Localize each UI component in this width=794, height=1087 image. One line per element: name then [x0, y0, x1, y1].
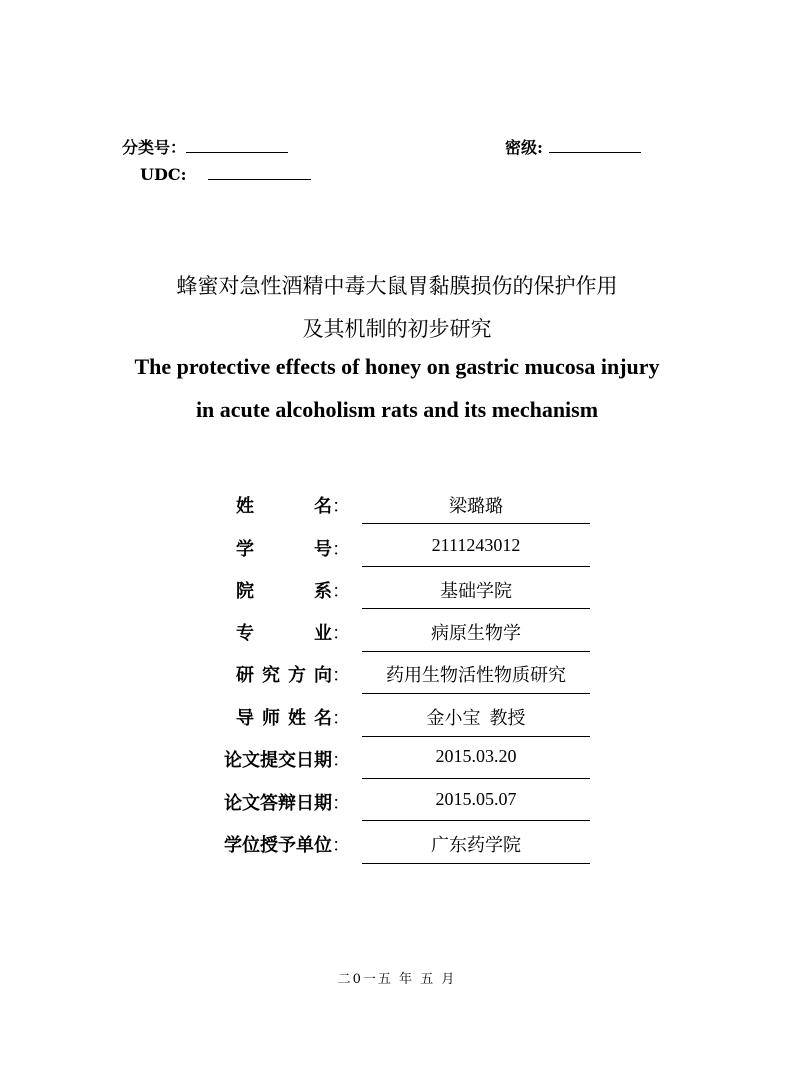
info-label: 专 业： [236, 623, 350, 644]
udc-field [140, 162, 311, 184]
info-value: 梁璐璐 [449, 496, 503, 516]
info-underline [362, 608, 590, 609]
info-label: 导师姓名： [236, 708, 350, 729]
info-value: 病原生物学 [431, 623, 521, 643]
info-label: 学位授予单位： [224, 835, 350, 856]
udc-blank [208, 162, 311, 180]
info-label: 研究方向： [236, 665, 350, 686]
info-underline [362, 566, 590, 567]
info-underline [362, 736, 590, 737]
info-underline [362, 863, 590, 864]
udc-label: UDC: [140, 165, 187, 184]
info-underline [362, 820, 590, 821]
info-underline [362, 523, 590, 524]
info-label: 院 系： [236, 581, 350, 602]
info-underline [362, 651, 590, 652]
info-label: 论文提交日期： [224, 750, 350, 771]
classification-blank [186, 135, 288, 153]
secrecy-field [505, 135, 641, 158]
classification-field [122, 135, 288, 158]
title-cn-line2: 及其机制的初步研究 [302, 317, 492, 341]
secrecy-blank [549, 135, 641, 153]
title-en-line1: The protective effects of honey on gastric mucosa injury [134, 354, 660, 379]
info-label: 论文答辩日期： [224, 793, 350, 814]
info-value: 基础学院 [440, 581, 512, 601]
title-en-line2: in acute alcoholism rats and its mechanism [195, 397, 599, 422]
info-underline [362, 778, 590, 779]
secrecy-label: 密级: [505, 138, 543, 157]
info-label: 姓 名： [236, 496, 350, 517]
info-value: 金小宝 教授 [426, 708, 526, 728]
info-value: 2015.05.07 [435, 789, 517, 809]
info-value: 广东药学院 [431, 835, 521, 855]
info-value: 2111243012 [431, 535, 521, 555]
info-underline [362, 693, 590, 694]
title-cn-line1: 蜂蜜对急性酒精中毒大鼠胃黏膜损伤的保护作用 [176, 274, 618, 298]
info-label: 学 号： [236, 539, 350, 560]
classification-label: 分类号： [122, 138, 187, 157]
footer-date: 二0一五 年 五 月 [337, 972, 457, 987]
info-value: 药用生物活性物质研究 [386, 665, 566, 685]
info-value: 2015.03.20 [435, 746, 517, 766]
